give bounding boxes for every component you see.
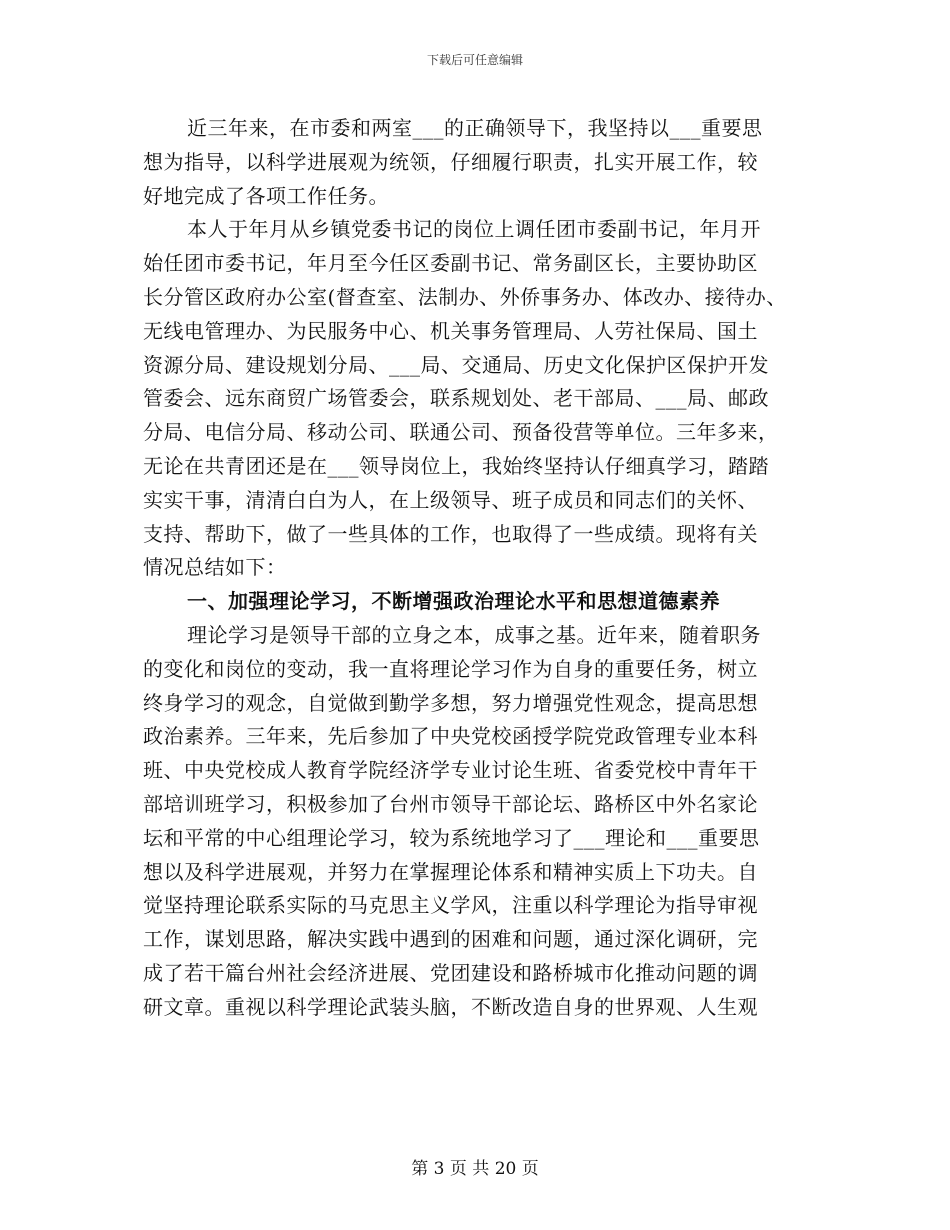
page-header-note: 下载后可任意编辑 [426, 53, 523, 67]
text-line: 成了若干篇台州社会经济进展、党团建设和路桥城市化推动问题的调 [143, 960, 758, 985]
text-line: 始任团市委书记，年月至今任区委副书记、常务副区长，主要协助区 [143, 251, 758, 276]
text-line: 坛和平常的中心组理论学习，较为系统地学习了___理论和___重要思 [143, 825, 760, 850]
text-line: 理论学习是领导干部的立身之本，成事之基。近年来，随着职务 [187, 622, 761, 647]
text-line: 部培训班学习，积极参加了台州市领导干部论坛、路桥区中外名家论 [143, 791, 758, 816]
text-line: 分局、电信分局、移动公司、联通公司、预备役营等单位。三年多来， [143, 420, 779, 445]
document-body [143, 112, 843, 1025]
text-line: 本人于年月从乡镇党委书记的岗位上调任团市委副书记，年月开 [187, 217, 761, 242]
text-line: 长分管区政府办公室(督查室、法制办、外侨事务办、体改办、接待办、 [143, 284, 787, 309]
text-line: 无论在共青团还是在___领导岗位上，我始终坚持认仔细真学习，踏踏 [143, 453, 769, 478]
text-line: 管委会、远东商贸广场管委会，联系规划处、老干部局、___局、邮政 [143, 386, 769, 411]
text-line: 工作，谋划思路，解决实践中遇到的困难和问题，通过深化调研，完 [143, 927, 758, 952]
text-line: 情况总结如下： [143, 555, 287, 580]
text-line: 终身学习的观念，自觉做到勤学多想，努力增强党性观念，提高思想 [143, 690, 758, 715]
text-line: 想为指导，以科学进展观为统领，仔细履行职责，扎实开展工作，较 [143, 149, 758, 174]
page-number: 第 3 页 共 20 页 [411, 1159, 539, 1179]
text-line: 班、中央党校成人教育学院经济学专业讨论生班、省委党校中青年干 [143, 758, 758, 783]
text-line: 好地完成了各项工作任务。 [143, 183, 389, 208]
text-line: 无线电管理办、为民服务中心、机关事务管理局、人劳社保局、国土 [143, 318, 758, 343]
section-heading: 一、加强理论学习，不断增强政治理论水平和思想道德素养 [187, 589, 720, 614]
text-line: 实实干事，清清白白为人，在上级领导、班子成员和同志们的关怀、 [143, 487, 758, 512]
text-line: 支持、帮助下，做了一些具体的工作，也取得了一些成绩。现将有关 [143, 521, 758, 546]
text-line: 研文章。重视以科学理论武装头脑，不断改造自身的世界观、人生观 [143, 994, 758, 1019]
text-line: 想以及科学进展观，并努力在掌握理论体系和精神实质上下功夫。自 [143, 859, 758, 884]
text-line: 近三年来，在市委和两室___的正确领导下，我坚持以___重要思 [187, 116, 763, 140]
text-line: 觉坚持理论联系实际的马克思主义学风，注重以科学理论为指导审视 [143, 893, 758, 918]
text-line: 资源分局、建设规划分局、___局、交通局、历史文化保护区保护开发 [143, 352, 769, 377]
text-line: 政治素养。三年来，先后参加了中央党校函授学院党政管理专业本科 [143, 724, 758, 749]
text-line: 的变化和岗位的变动，我一直将理论学习作为自身的重要任务，树立 [143, 656, 758, 681]
